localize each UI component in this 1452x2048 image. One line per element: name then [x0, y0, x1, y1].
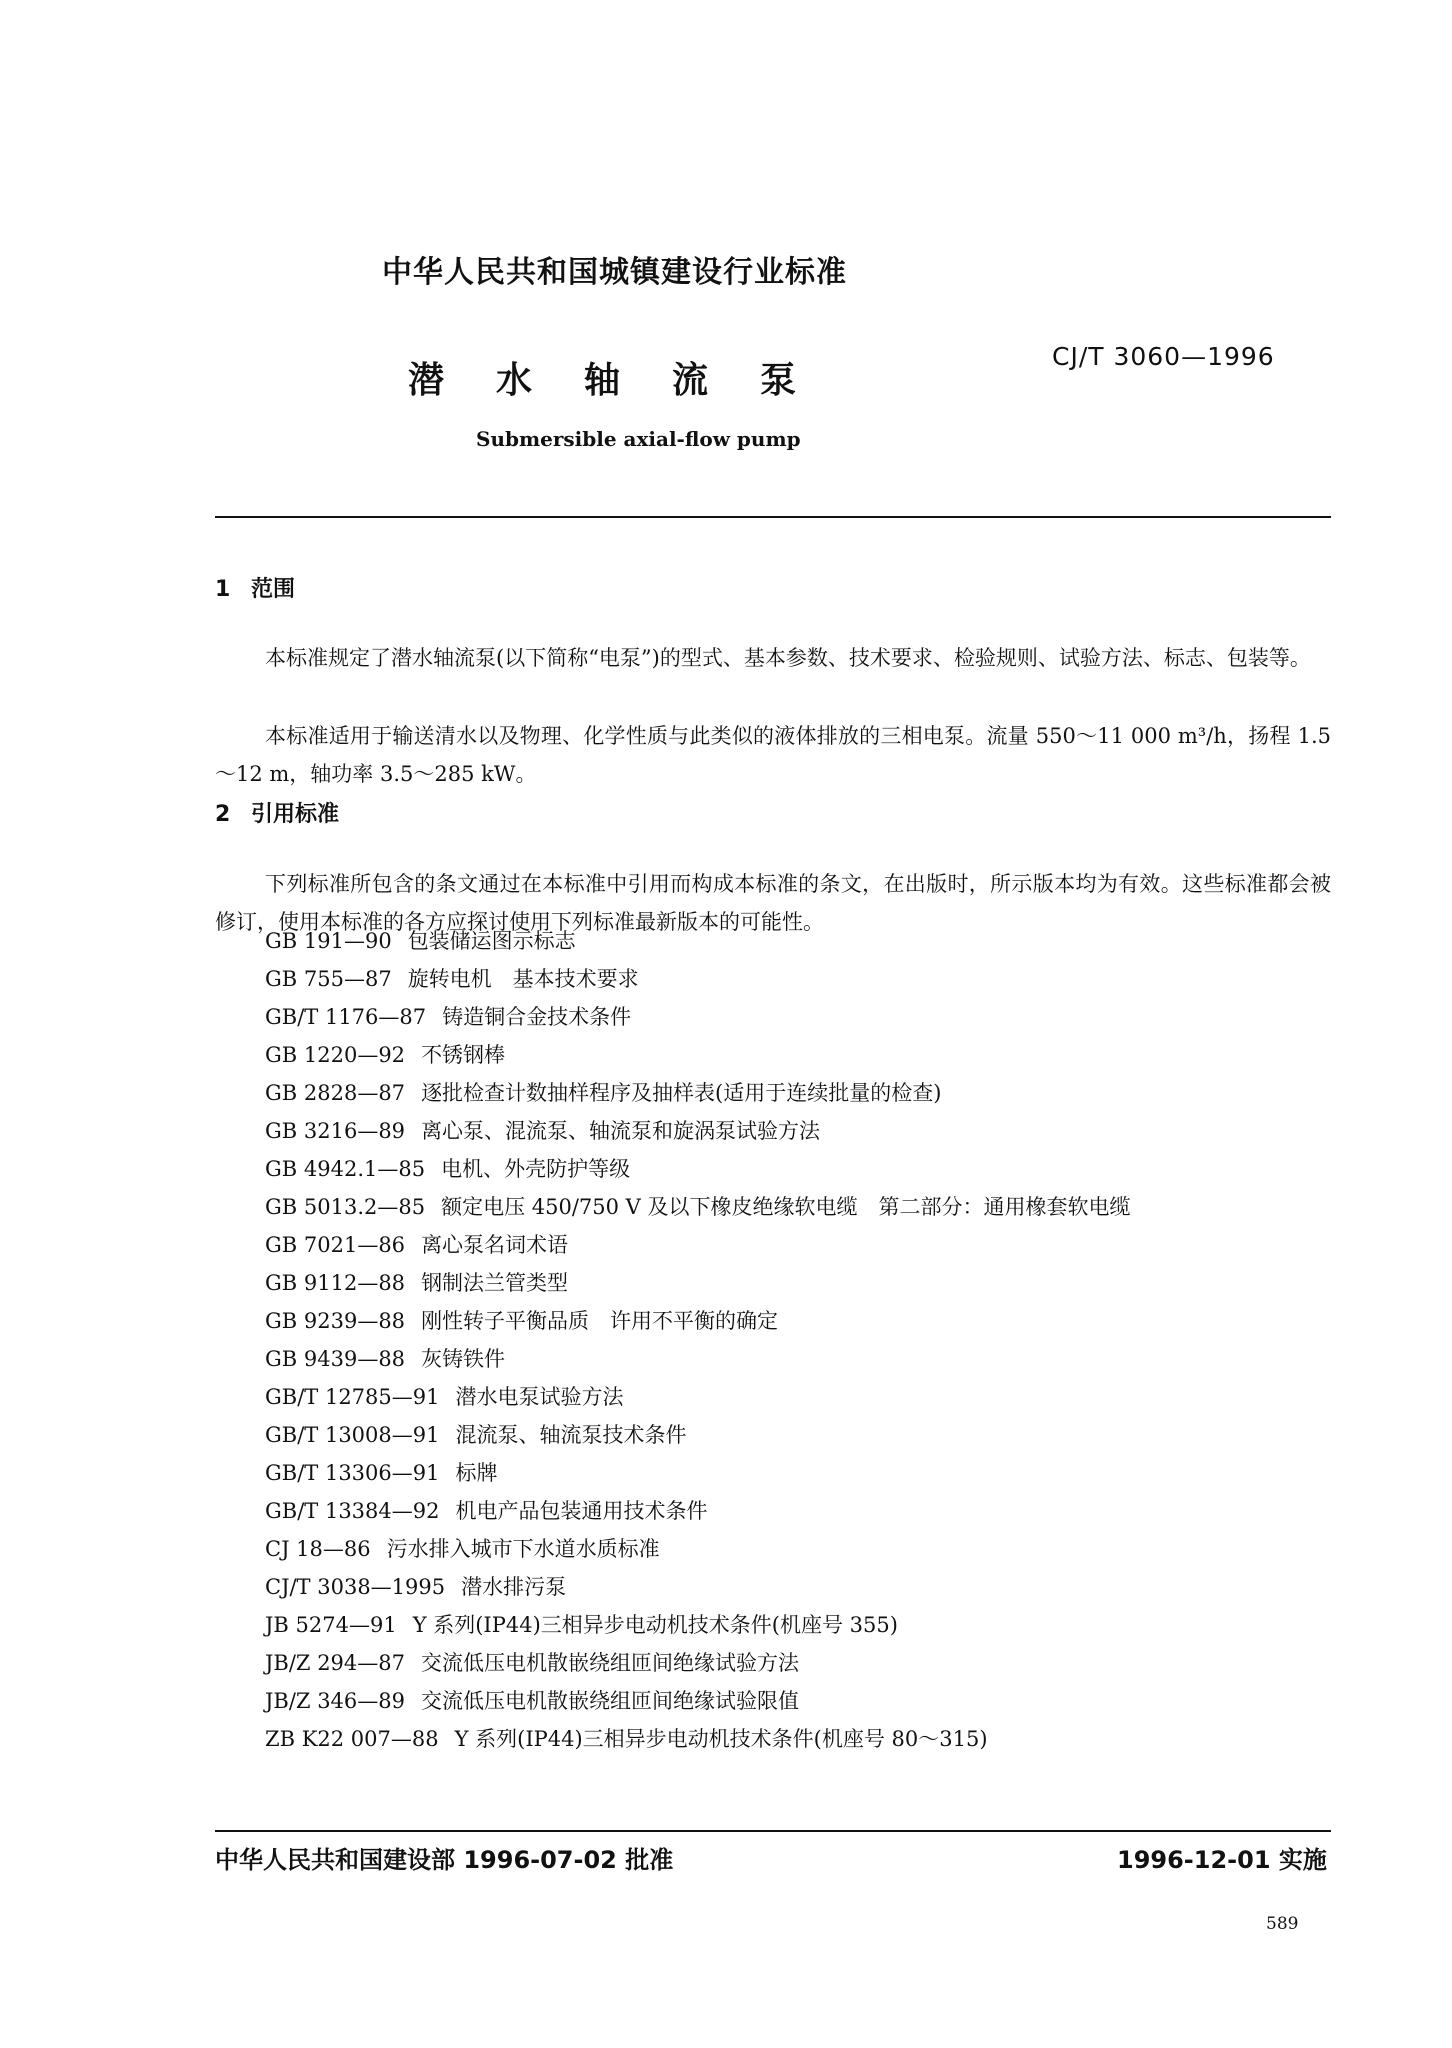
- reference-code: ZB K22 007—88: [265, 1727, 439, 1751]
- section-number: 2: [215, 802, 231, 827]
- reference-code: CJ 18—86: [265, 1537, 371, 1561]
- reference-code: GB/T 1176—87: [265, 1005, 427, 1029]
- reference-code: GB/T 12785—91: [265, 1385, 440, 1409]
- reference-item: [265, 922, 1131, 960]
- section-2-heading: [215, 797, 339, 828]
- issuing-agency: 中华人民共和国城镇建设行业标准: [382, 255, 847, 290]
- reference-title: 交流低压电机散嵌绕组匝间绝缘试验方法: [421, 1651, 799, 1675]
- reference-title: 离心泵、混流泵、轴流泵和旋涡泵试验方法: [421, 1119, 821, 1143]
- reference-item: [265, 1492, 1131, 1530]
- scope-paragraph: 本标准规定了潜水轴流泵(以下简称“电泵”)的型式、基本参数、技术要求、检验规则、试验方法、标志、包装等。: [265, 646, 1311, 670]
- reference-code: GB/T 13306—91: [265, 1461, 440, 1485]
- reference-item: [265, 1226, 1131, 1264]
- reference-code: GB 9439—88: [265, 1347, 406, 1371]
- reference-item: [265, 1606, 1131, 1644]
- reference-title: 混流泵、轴流泵技术条件: [455, 1423, 687, 1447]
- reference-title: 离心泵名词术语: [421, 1233, 569, 1257]
- section-title: 范围: [251, 577, 296, 602]
- reference-code: GB 4942.1—85: [265, 1157, 426, 1181]
- section-1-heading: [215, 572, 295, 603]
- standard-number: CJ/T 3060—1996: [1052, 342, 1275, 371]
- reference-title: 潜水电泵试验方法: [455, 1385, 624, 1409]
- reference-code: JB/Z 294—87: [265, 1651, 405, 1675]
- header-divider: [215, 516, 1331, 518]
- reference-code: JB 5274—91: [265, 1613, 397, 1637]
- reference-item: [265, 1302, 1131, 1340]
- reference-item: [265, 1454, 1131, 1492]
- reference-list: [265, 922, 1131, 1758]
- reference-title: 不锈钢棒: [421, 1043, 506, 1067]
- reference-code: GB 1220—92: [265, 1043, 406, 1067]
- english-title: Submersible axial-flow pump: [476, 427, 801, 451]
- reference-code: GB 191—90: [265, 929, 392, 953]
- reference-code: JB/Z 346—89: [265, 1689, 405, 1713]
- reference-item: [265, 960, 1131, 998]
- reference-title: 污水排入城市下水道水质标准: [386, 1537, 660, 1561]
- reference-title: 潜水排污泵: [461, 1575, 567, 1599]
- reference-title: 电机、外壳防护等级: [441, 1157, 631, 1181]
- reference-item: [265, 998, 1131, 1036]
- effective-date: 1996-12-01 实施: [1117, 1846, 1327, 1874]
- reference-code: GB/T 13008—91: [265, 1423, 440, 1447]
- reference-item: [265, 1036, 1131, 1074]
- reference-item: [265, 1150, 1131, 1188]
- reference-item: [265, 1720, 1131, 1758]
- document-title: 潜水轴流泵: [408, 360, 849, 401]
- reference-title: 钢制法兰管类型: [421, 1271, 569, 1295]
- reference-code: GB/T 13384—92: [265, 1499, 440, 1523]
- reference-title: 逐批检查计数抽样程序及抽样表(适用于连续批量的检查): [421, 1081, 942, 1105]
- reference-code: GB 2828—87: [265, 1081, 406, 1105]
- reference-item: [265, 1644, 1131, 1682]
- reference-title: 包装储运图示标志: [407, 929, 576, 953]
- scope-paragraph: 本标准适用于输送清水以及物理、化学性质与此类似的液体排放的三相电泵。流量 550～11 000 m³/h，扬程 1.5～12 m，轴功率 3.5～285 kW。: [215, 724, 1331, 786]
- reference-item: [265, 1188, 1131, 1226]
- page-number: 589: [1266, 1914, 1299, 1934]
- references-intro: 下列标准所包含的条文通过在本标准中引用而构成本标准的条文，在出版时，所示版本均为有效。这些标准都会被修订，使用本标准的各方应探讨使用下列标准最新版本的可能性。: [215, 872, 1331, 934]
- reference-code: GB 9239—88: [265, 1309, 406, 1333]
- footer-divider: [215, 1830, 1331, 1832]
- reference-title: Y 系列(IP44)三相异步电动机技术条件(机座号 80～315): [454, 1727, 988, 1751]
- reference-item: [265, 1416, 1131, 1454]
- reference-item: [265, 1264, 1131, 1302]
- reference-title: 额定电压 450/750 V 及以下橡皮绝缘软电缆 第二部分：通用橡套软电缆: [441, 1195, 1131, 1219]
- section-number: 1: [215, 577, 231, 602]
- reference-title: 灰铸铁件: [421, 1347, 506, 1371]
- reference-title: 交流低压电机散嵌绕组匝间绝缘试验限值: [421, 1689, 799, 1713]
- reference-title: 铸造铜合金技术条件: [442, 1005, 632, 1029]
- reference-item: [265, 1682, 1131, 1720]
- reference-title: 刚性转子平衡品质 许用不平衡的确定: [421, 1309, 779, 1333]
- reference-item: [265, 1530, 1131, 1568]
- reference-code: GB 5013.2—85: [265, 1195, 426, 1219]
- reference-title: Y 系列(IP44)三相异步电动机技术条件(机座号 355): [412, 1613, 898, 1637]
- reference-title: 机电产品包装通用技术条件: [455, 1499, 708, 1523]
- reference-code: CJ/T 3038—1995: [265, 1575, 446, 1599]
- section-title: 引用标准: [251, 802, 340, 827]
- reference-code: GB 755—87: [265, 967, 392, 991]
- reference-item: [265, 1340, 1131, 1378]
- reference-title: 标牌: [455, 1461, 498, 1485]
- reference-item: [265, 1112, 1131, 1150]
- approval-note: 中华人民共和国建设部 1996-07-02 批准: [215, 1846, 674, 1874]
- reference-item: [265, 1074, 1131, 1112]
- reference-code: GB 7021—86: [265, 1233, 406, 1257]
- reference-title: 旋转电机 基本技术要求: [407, 967, 639, 991]
- reference-code: GB 9112—88: [265, 1271, 406, 1295]
- reference-item: [265, 1378, 1131, 1416]
- reference-item: [265, 1568, 1131, 1606]
- reference-code: GB 3216—89: [265, 1119, 406, 1143]
